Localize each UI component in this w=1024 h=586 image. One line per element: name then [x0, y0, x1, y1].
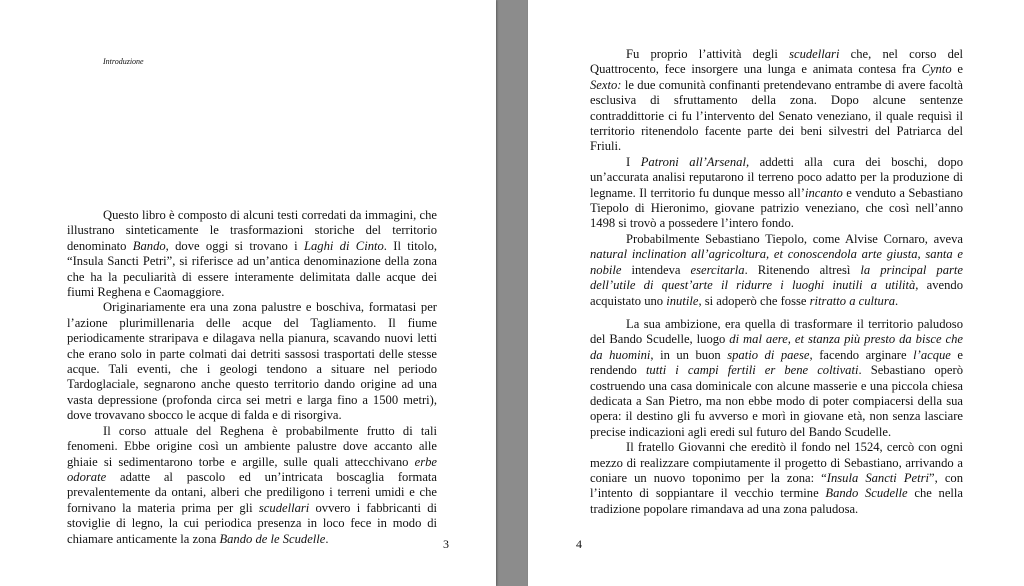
italic-text: incanto	[804, 185, 843, 200]
body-paragraph	[590, 155, 963, 232]
text-run: ovvero i fabbricanti di stoviglie di legno, la cui periodica presenza in loco fece in modo di chiamare anticamente la zona	[67, 500, 437, 546]
text-run: , facendo arginare	[809, 347, 914, 362]
italic-text: Patroni all’Arsenal,	[640, 154, 750, 169]
text-run: che, nel corso del Quattrocento, fece insorgere una lunga e animata contesa fra	[590, 47, 963, 77]
italic-text: di mal aere, et stanza più presto da bisce che da huomini	[590, 332, 963, 362]
text-run: Il corso attuale del Reghena è probabilmente frutto di tali fenomeni. Ebbe origine così un ambiente palustre dove accanto alle ghiaie si sedimentarono torbe e argille, sulle quali attecchivano	[67, 423, 437, 469]
page-3	[0, 0, 496, 586]
italic-text: Laghi di Cinto	[303, 238, 384, 253]
text-run: .	[325, 531, 329, 546]
text-run: . Sebastiano operò costruendo una casa dominicale con alcune masserie e una piccola chiesa dedicata a San Pietro, ma non ebbe modo di poter compiacersi della sua opera: il destino gli fu avverso e morì in giovane età, non senza lasciare precise indicazioni agli eredi sul futuro del Bando Scudelle.	[590, 363, 963, 439]
italic-text: natural inclination all’agricoltura, et conoscendola arte giusta, santa e nobile	[590, 247, 963, 277]
italic-text: erbe odorate	[67, 454, 437, 484]
italic-text: Insula Sancti Petri	[826, 470, 930, 485]
text-run: . Ritenendo altresì	[744, 262, 861, 277]
text-run: ”, con l’intento di soppiantare il vecchio termine	[590, 470, 963, 501]
text-run: Questo libro è composto di alcuni testi corredati da immagini, che illustrano sinteticamente le trasformazioni storiche del territorio denominato	[67, 208, 437, 253]
text-run: le due comunità confinanti pretendevano entrambe di avere facoltà esclusiva di sfruttamento della zona. Dopo alcune sentenze contraddittorie ci fu l’intervento del Senato veneziano, il quale requisì il territorio ritenendolo facente parte dei beni silvestri del Patriarca del Friuli.	[590, 77, 963, 154]
text-run: e	[951, 62, 963, 77]
body-paragraph	[67, 208, 437, 300]
text-run: Fu proprio l’attività degli	[626, 47, 790, 61]
text-run: , si adoperò che fosse	[698, 293, 810, 308]
page-number: 4	[576, 537, 582, 551]
italic-text: l’acque	[913, 347, 951, 362]
text-run: . Il titolo, “Insula Sancti Petri”, si riferisce ad un’antica denominazione della zona che ha la peculiarità di essere interamente delimitata dalle acque dei fiumi Reghena e Caomaggiore.	[67, 238, 438, 300]
text-run: , avendo acquistato uno	[590, 278, 963, 308]
text-run: , dove oggi si trovano i	[165, 238, 304, 253]
italic-text: inutile	[666, 293, 699, 308]
page-4	[528, 0, 1024, 586]
text-run: che nella tradizione popolare rimandava ad una zona paludosa.	[590, 486, 964, 516]
italic-text: tutti i campi fertili er bene coltivati	[645, 363, 859, 378]
italic-text: Bando	[132, 238, 166, 253]
text-run: La sua ambizione, era quella di trasformare il territorio paludoso del Bando Scudelle, luogo	[590, 316, 963, 347]
text-run: e venduto a Sebastiano Tiepolo di Hieronimo, giovane patrizio veneziano, che così nell’anno 1498 si trovò a possedere l’intero fondo.	[590, 185, 963, 231]
text-run: Il fratello Giovanni che ereditò il fondo nel 1524, cercò con ogni mezzo di realizzare compiutamente il progetto di Sebastiano, arrivando a coniare un nuovo toponimo per la zona: “	[590, 440, 963, 485]
italic-text: la principal parte dell’utile di quest’arte il ridurre i luoghi inutili a utilità	[590, 262, 963, 293]
italic-text: Sexto:	[590, 77, 622, 92]
text-run: , in un buon	[650, 347, 728, 362]
body-paragraph	[67, 424, 437, 547]
body-paragraph	[67, 300, 437, 423]
text-run: .	[895, 293, 899, 308]
body-paragraph	[590, 317, 963, 440]
italic-text: scudellari	[789, 47, 840, 61]
page-number: 3	[443, 537, 449, 551]
body-paragraph	[590, 232, 963, 309]
text-run: I	[626, 154, 641, 169]
text-run: Probabilmente Sebastiano Tiepolo, come Alvise Cornaro, aveva	[626, 231, 963, 246]
running-head: Introduzione	[103, 57, 144, 66]
italic-text: scudellari	[258, 500, 310, 515]
text-run: adatte al pascolo ed un’intricata boscaglia formata prevalentemente da ontani, alberi che prediligono i terreni umidi e che fornivano la materia prima per gli	[67, 469, 437, 515]
page-4-body	[590, 47, 963, 517]
body-paragraph	[590, 47, 963, 155]
italic-text: esercitarla	[690, 262, 745, 277]
text-run: e rendendo	[590, 347, 963, 378]
text-run: Originariamente era una zona palustre e boschiva, formatasi per l’azione plurimillenaria delle acque del Tagliamento. Il fiume periodicamente straripava e dilagava nella pianura, scavando nuovi letti che erano solo in parte colmati dai detriti sassosi trasportati delle stesse acque. Tali eventi, che i geologi tendono a situare nel periodo Tardoglaciale, segnarono anche questo territorio dando origine ad una vasta depressione (profonda circa sei metri e larga fino a 1500 metri), dove trovavano sbocco le acque di falda e di risorgiva.	[67, 300, 437, 423]
italic-text: Bando de le Scudelle	[219, 531, 326, 546]
text-run: addetti alla cura dei boschi, dopo un’accurata analisi reputarono il terreno poco adatto per la produzione di legname. Il territorio fu dunque messo all’	[590, 154, 963, 200]
text-run: intendeva	[621, 262, 691, 277]
body-paragraph	[590, 440, 963, 517]
italic-text: Cynto	[921, 62, 952, 77]
page-3-body	[67, 208, 437, 547]
italic-text: ritratto a cultura	[809, 293, 896, 308]
italic-text: Bando Scudelle	[825, 486, 908, 501]
italic-text: spatio di paese	[727, 347, 810, 362]
